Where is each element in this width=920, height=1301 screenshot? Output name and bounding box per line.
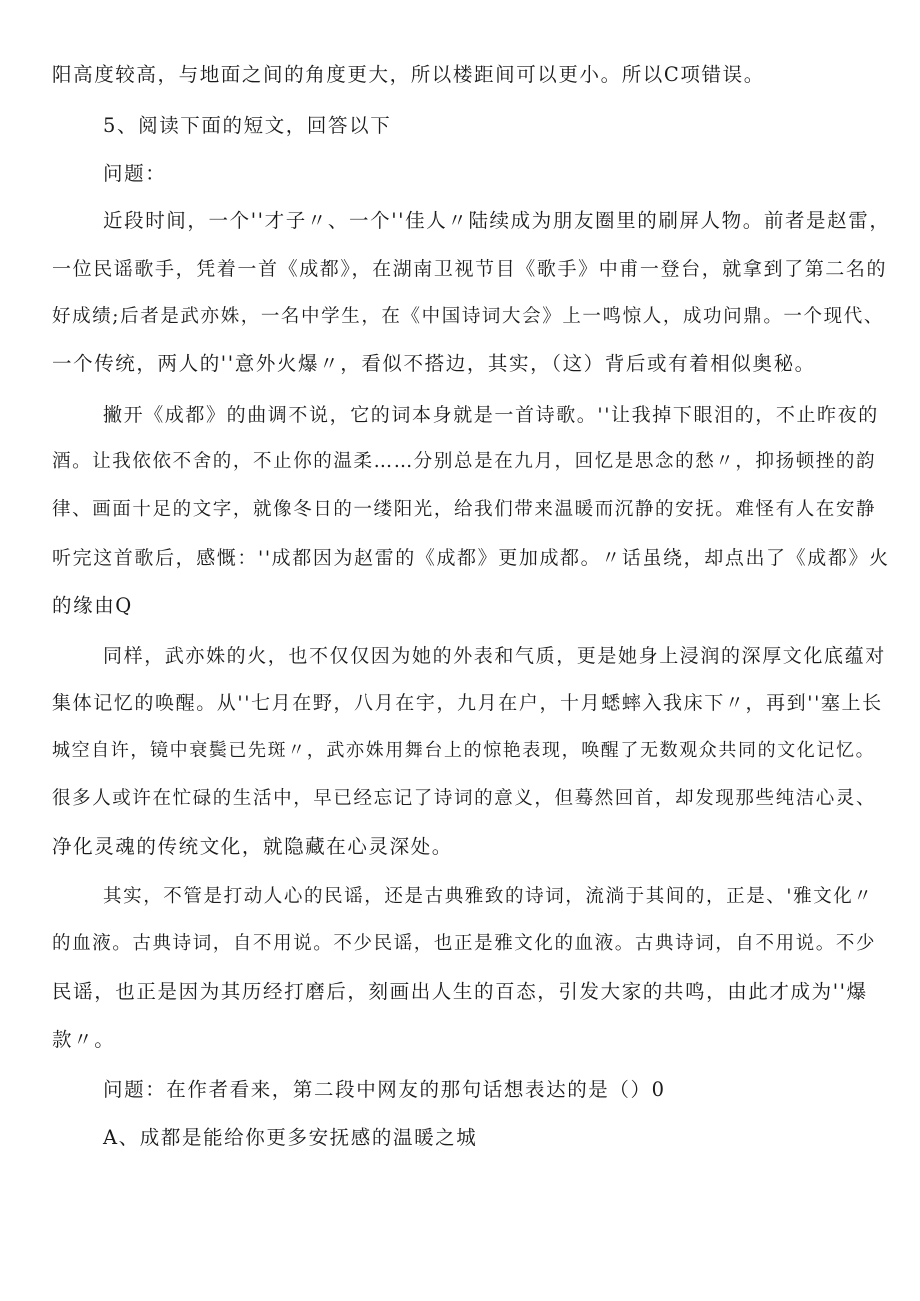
text-line: 的缘由Q	[52, 594, 133, 617]
text-line: 城空自许，镜中衰鬓已先斑〃，武亦姝用舞台上的惊艳表现，唤醒了无数观众共同的文化记忆。	[52, 740, 876, 761]
question-label: 问题：	[103, 162, 167, 185]
text-line: 撇开《成都》的曲调不说，它的词本身就是一首诗歌。''让我掉下眼泪的，不止昨夜的	[103, 404, 879, 426]
text-line: 阳高度较高，与地面之间的角度更大，所以楼距间可以更小。所以C项错误。	[52, 63, 765, 86]
text-line: 好成绩;后者是武亦姝，一名中学生，在《中国诗词大会》上一鸣惊人，成功问鼎。一个现代、	[52, 306, 884, 327]
text-line: 其实，不管是打动人心的民谣，还是古典雅致的诗词，流淌于其间的，正是、'雅文化〃	[103, 886, 874, 907]
question-prompt: 问题：在作者看来，第二段中网友的那句话想表达的是（）0	[103, 1078, 666, 1101]
text-line: 很多人或许在忙碌的生活中，早已经忘记了诗词的意义，但蓦然回首，却发现那些纯洁心灵、	[52, 788, 877, 809]
text-line: 近段时间，一个''才子〃、一个''佳人〃陆续成为朋友圈里的刷屏人物。前者是赵雷，	[103, 209, 891, 232]
text-line: 同样，武亦姝的火，也不仅仅因为她的外表和气质，更是她身上浸润的深厚文化底蕴对	[103, 645, 886, 667]
text-line: 酒。让我依依不舍的，不止你的温柔……分别总是在九月，回忆是思念的愁〃，抑扬顿挫的韵	[52, 451, 877, 472]
question-number: 5、阅读下面的短文，回答以下	[103, 114, 392, 137]
text-line: 一位民谣歌手，凭着一首《成都》，在湖南卫视节目《歌手》中甫一登台，就拿到了第二名的	[52, 258, 888, 280]
text-line: 律、画面十足的文字，就像冬日的一缕阳光，给我们带来温暖而沉静的安抚。难怪有人在安静	[52, 499, 877, 520]
text-line: 款〃。	[52, 1028, 116, 1051]
text-line: 的血液。古典诗词，自不用说。不少民谣，也正是雅文化的血液。古典诗词，自不用说。不少	[52, 933, 877, 954]
text-line: 听完这首歌后，感慨：''成都因为赵雷的《成都》更加成都。〃话虽绕，却点出了《成都》火	[52, 547, 890, 569]
answer-option-a: A、成都是能给你更多安抚感的温暖之城	[103, 1126, 478, 1149]
text-line: 一个传统，两人的''意外火爆〃，看似不搭边，其实，（这）背后或有着相似奥秘。	[52, 352, 816, 375]
text-line: 集体记忆的唤醒。从''七月在野，八月在宇，九月在户，十月蟋蟀入我床下〃，再到''塞上长	[52, 692, 883, 714]
text-line: 净化灵魂的传统文化，就隐藏在心灵深处。	[52, 835, 453, 858]
text-line: 民谣，也正是因为其历经打磨后，刻画出人生的百态，引发大家的共鸣，由此才成为''爆	[52, 980, 868, 1003]
